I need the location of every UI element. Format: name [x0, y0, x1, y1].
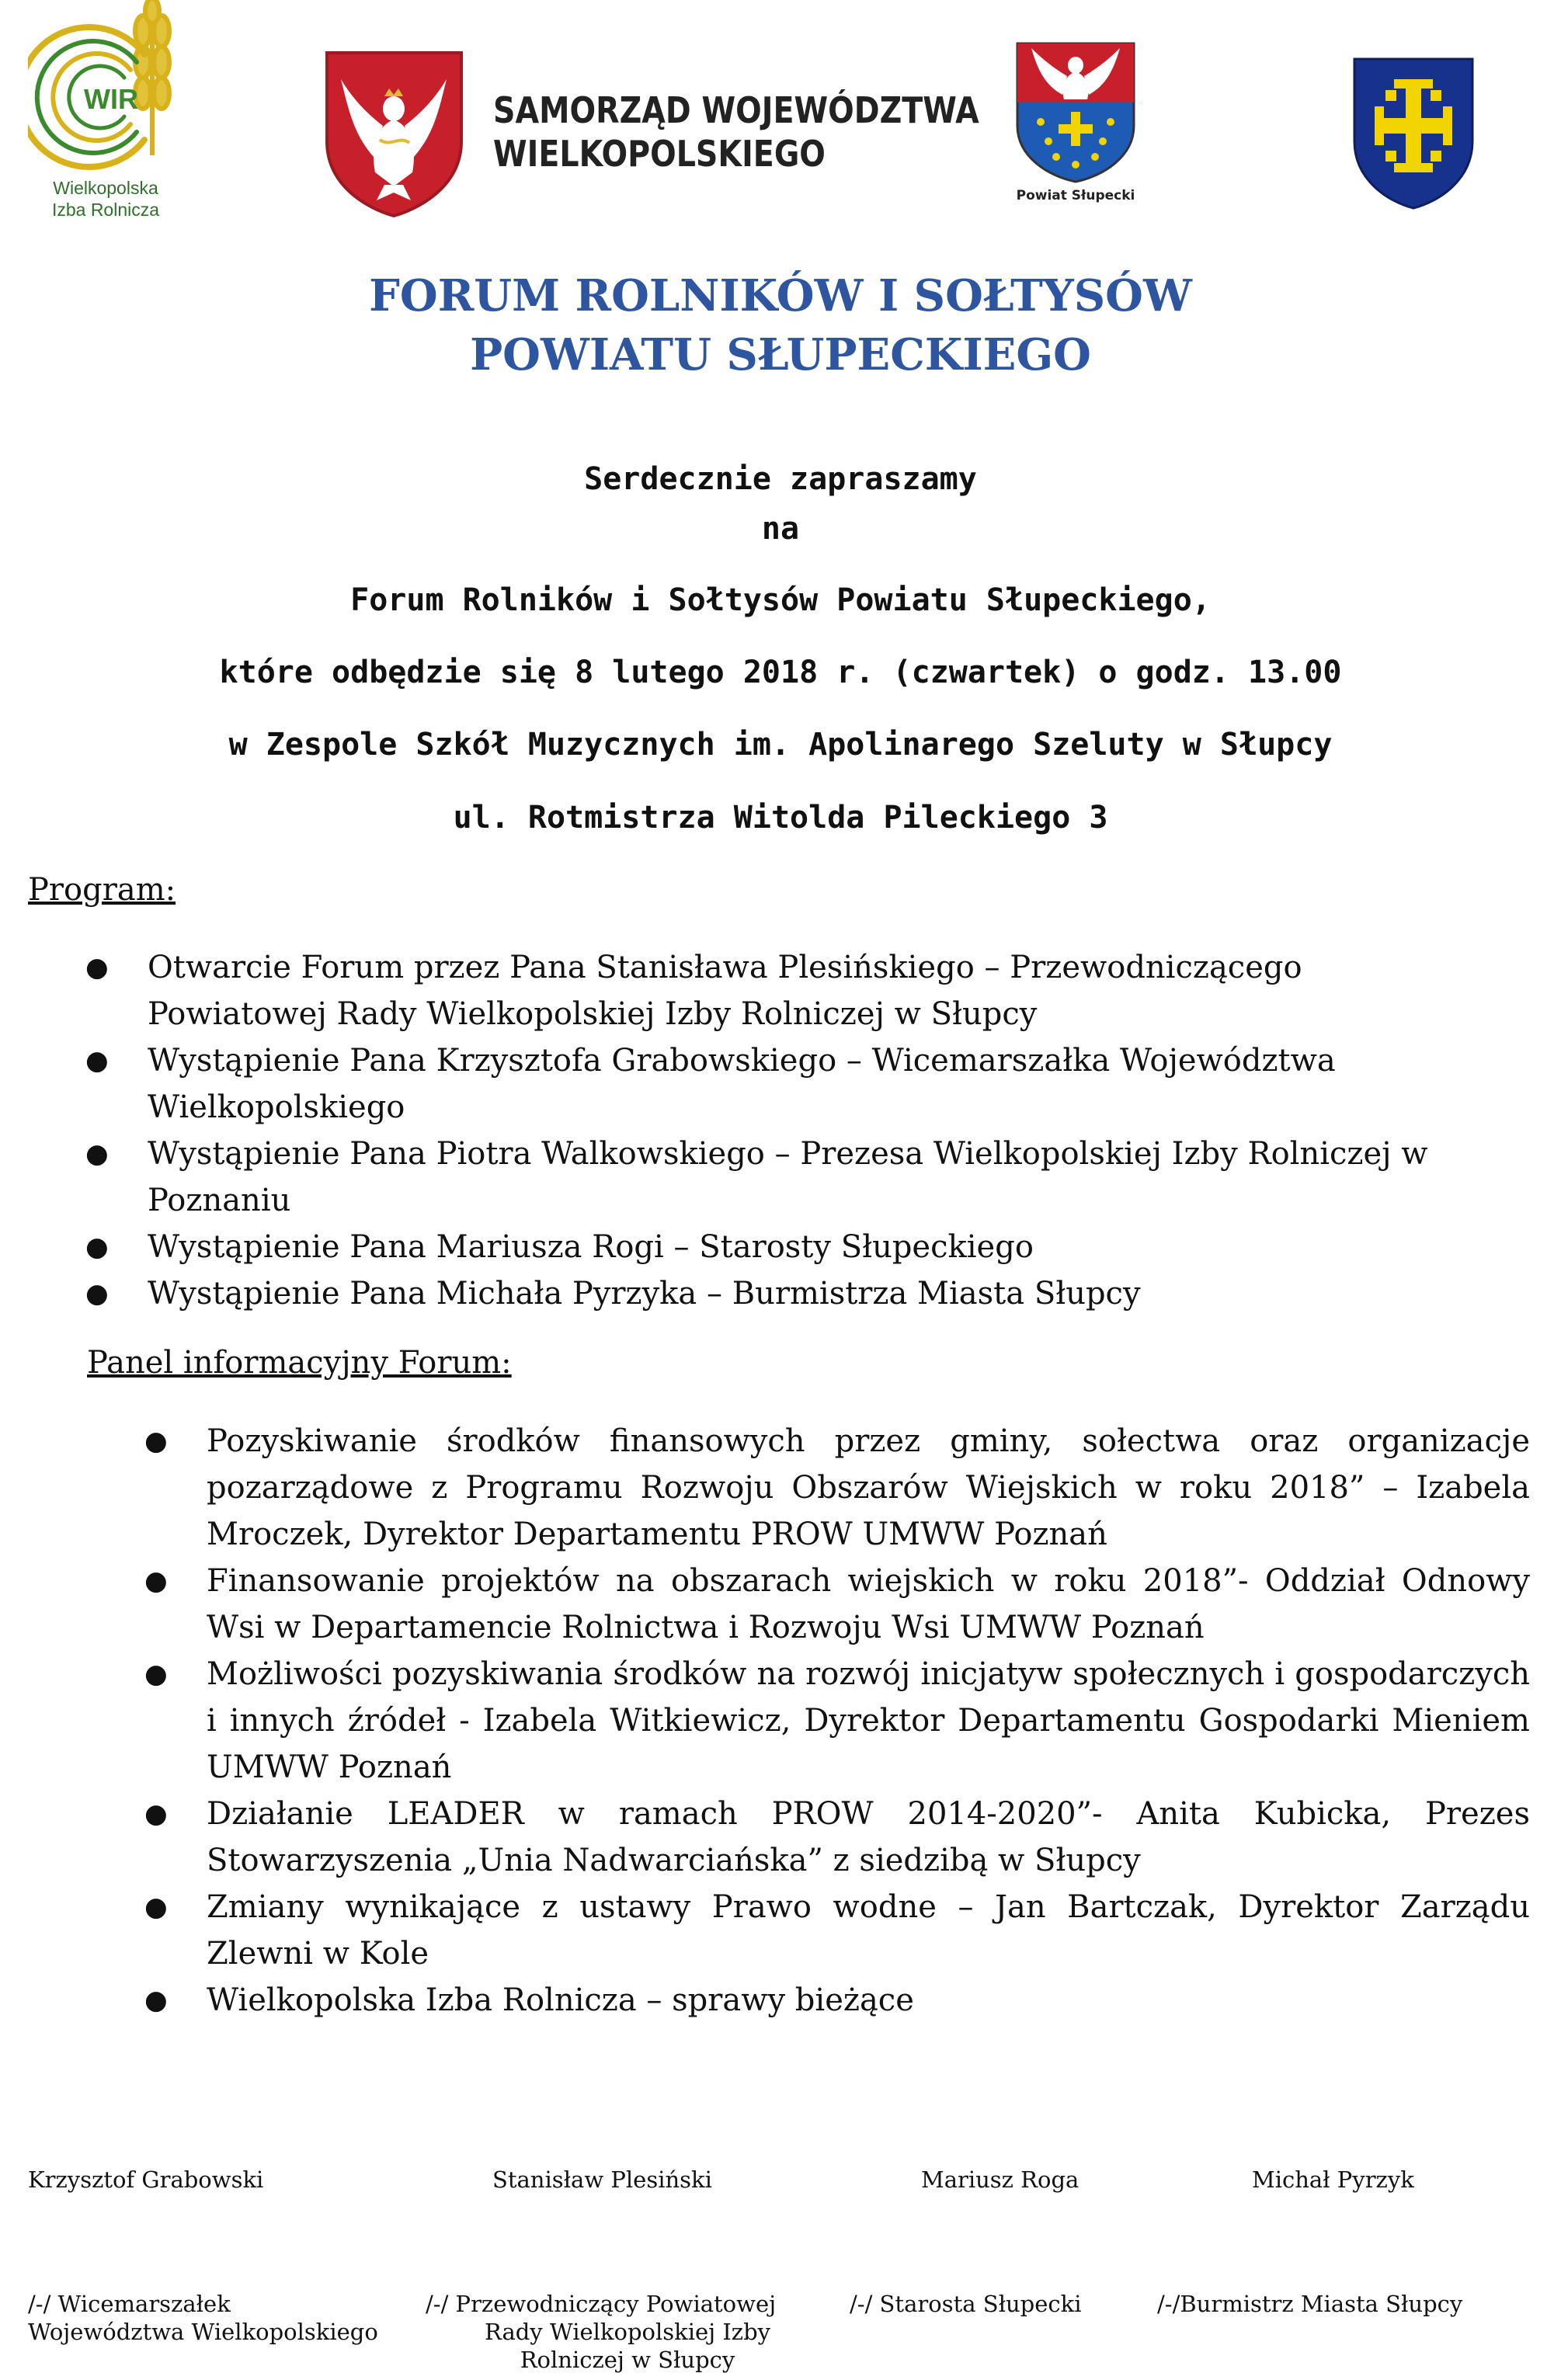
- program-item-text: Wystąpienie Pana Piotra Walkowskiego – Prezesa Wielkopolskiej Izby Rolniczej w Poznaniu: [148, 1136, 1428, 1218]
- list-item: [144, 1418, 1530, 1558]
- program-item-text: Otwarcie Forum przez Pana Stanisława Plesińskiego – Przewodniczącego Powiatowej Rady Wielkopolskiej Izby Rolniczej w Słupcy: [148, 950, 1302, 1032]
- panel-item-text: Finansowanie projektów na obszarach wiejskich w roku 2018”- Oddział Odnowy Wsi w Departamencie Rolnictwa i Rozwoju Wsi UMWW Poznań: [207, 1563, 1530, 1645]
- bullet-icon: ●: [85, 1278, 109, 1309]
- signatory-role-line1: /-/Burmistrz Miasta Słupcy: [1157, 2291, 1463, 2317]
- samorzad-line2: WIELKOPOLSKIEGO: [493, 133, 826, 175]
- list-item: [85, 1224, 1429, 1270]
- panel-item-text: Działanie LEADER w ramach PROW 2014-2020”- Anita Kubicka, Prezes Stowarzyszenia „Unia Nadwarciańska” z siedzibą w Słupcy: [207, 1796, 1530, 1878]
- signatory-name: Stanisław Plesiński: [492, 2166, 712, 2193]
- signatory-name: Mariusz Roga: [921, 2166, 1079, 2193]
- signatory-name: Krzysztof Grabowski: [28, 2166, 264, 2193]
- wir-logo: [28, 0, 183, 225]
- bullet-icon: ●: [85, 1045, 109, 1076]
- svg-text:WIR: WIR: [84, 83, 138, 115]
- wir-emblem-icon: [28, 0, 183, 177]
- panel-item-text: Zmiany wynikające z ustawy Prawo wodne – Jan Bartczak, Dyrektor Zarządu Zlewni w Kole: [207, 1889, 1530, 1972]
- list-item: [85, 944, 1429, 1037]
- signatory-role-line1: /-/ Wicemarszałek: [28, 2291, 231, 2317]
- panel-item-text: Możliwości pozyskiwania środków na rozwój inicjatyw społecznych i gospodarczych i innych źródeł - Izabela Witkiewicz, Dyrektor Departamentu Gospodarki Mieniem UMWW Poznań: [207, 1656, 1530, 1785]
- bullet-icon: ●: [144, 1659, 168, 1690]
- samorzad-logo: [322, 48, 979, 219]
- wir-caption-line1: Wielkopolska: [53, 178, 158, 198]
- panel-item-text: Pozyskiwanie środków finansowych przez gminy, sołectwa oraz organizacje pozarządowe z Programu Rozwoju Obszarów Wiejskich w roku 2018” – Izabela Mroczek, Dyrektor Departamentu PROW UMWW Poznań: [207, 1423, 1530, 1552]
- list-item: [85, 1037, 1429, 1131]
- signatory-name: Michał Pyrzyk: [1252, 2166, 1414, 2193]
- program-item-text: Wystąpienie Pana Michała Pyrzyka – Burmistrza Miasta Słupcy: [148, 1276, 1141, 1312]
- invitation-line1: Serdecznie zapraszamy: [584, 461, 977, 497]
- bullet-icon: ●: [144, 1798, 168, 1829]
- list-item: [144, 1977, 1530, 2024]
- cross-shield-logo: [1351, 56, 1476, 211]
- samorzad-line1: SAMORZĄD WOJEWÓDZTWA: [493, 89, 979, 131]
- invitation-line3: Forum Rolników i Sołtysów Powiatu Słupeckiego,: [350, 582, 1211, 618]
- wir-caption-line2: Izba Rolnicza: [51, 200, 160, 220]
- list-item: [144, 1791, 1530, 1884]
- list-item: [144, 1651, 1530, 1791]
- bullet-icon: ●: [85, 1138, 109, 1169]
- list-item: [85, 1270, 1429, 1317]
- program-item-text: Wystąpienie Pana Mariusza Rogi – Starosty Słupeckiego: [148, 1229, 1034, 1265]
- bullet-icon: ●: [144, 1892, 168, 1923]
- panel-list: [144, 1418, 1530, 2024]
- bullet-icon: ●: [144, 1565, 168, 1597]
- panel-item-text: Wielkopolska Izba Rolnicza – sprawy bieżące: [207, 1982, 914, 2018]
- program-item-text: Wystąpienie Pana Krzysztofa Grabowskiego – Wicemarszałka Województwa Wielkopolskiego: [148, 1043, 1336, 1125]
- powiat-caption: Powiat Słupecki: [1016, 188, 1135, 203]
- list-item: [144, 1884, 1530, 1977]
- invitation-line6: ul. Rotmistrza Witolda Pileckiego 3: [453, 800, 1108, 836]
- bullet-icon: ●: [85, 952, 109, 983]
- signatory-role-line1: /-/ Starosta Słupecki: [850, 2291, 1082, 2317]
- program-list: [85, 944, 1429, 1317]
- jerusalem-cross-shield-icon: [1351, 56, 1476, 211]
- powiat-coat-of-arms-icon: [1002, 40, 1149, 184]
- invitation-line2: na: [761, 511, 800, 547]
- signatory-role-line2: Województwa Wielkopolskiego: [28, 2319, 378, 2345]
- signatory-role-line3: Rolniczej w Słupcy: [520, 2347, 735, 2373]
- invitation-line5: w Zespole Szkół Muzycznych im. Apolinarego Szeluty w Słupcy: [228, 727, 1333, 763]
- page-title-line1: FORUM ROLNIKÓW I SOŁTYSÓW: [369, 270, 1192, 321]
- program-label: Program:: [28, 872, 176, 908]
- bullet-icon: ●: [144, 1985, 168, 2016]
- signatory-role-line1: /-/ Przewodniczący Powiatowej: [426, 2291, 777, 2317]
- bullet-icon: ●: [144, 1426, 168, 1457]
- signatory-role-line2: Rady Wielkopolskiej Izby: [484, 2319, 771, 2345]
- page-title-line2: POWIATU SŁUPECKIEGO: [470, 329, 1091, 380]
- panel-label: Panel informacyjny Forum:: [87, 1345, 512, 1381]
- powiat-logo: [1002, 40, 1149, 211]
- eagle-shield-icon: [322, 48, 466, 219]
- list-item: [144, 1558, 1530, 1651]
- bullet-icon: ●: [85, 1232, 109, 1263]
- invitation-line4: które odbędzie się 8 lutego 2018 r. (czwartek) o godz. 13.00: [219, 655, 1342, 690]
- list-item: [85, 1131, 1429, 1224]
